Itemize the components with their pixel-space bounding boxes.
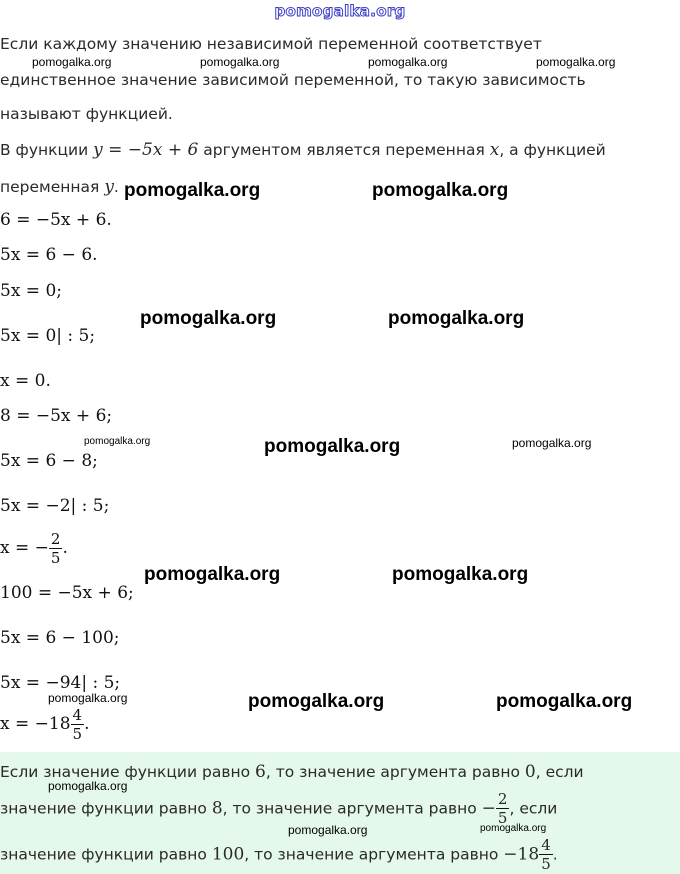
watermark: pomogalka.org bbox=[480, 823, 547, 834]
fraction-numerator: 4 bbox=[72, 706, 83, 724]
watermark: pomogalka.org bbox=[368, 55, 448, 69]
argument-statement-line-2 bbox=[0, 177, 119, 197]
step-7: 5x = 6 − 8; bbox=[0, 451, 98, 471]
fraction-denominator: 5 bbox=[72, 725, 83, 743]
watermark: pomogalka.org bbox=[48, 779, 128, 793]
answer-text: Если значение функции равно bbox=[0, 763, 251, 781]
watermark: pomogalka.org bbox=[84, 436, 151, 447]
variable-y: y bbox=[104, 177, 114, 197]
answer-number: 0 bbox=[524, 762, 536, 782]
watermark: pomogalka.org bbox=[288, 823, 368, 837]
function-formula: y = −5x + 6 bbox=[93, 140, 199, 160]
step-9-suffix: . bbox=[62, 538, 68, 558]
argument-statement-line-1 bbox=[0, 140, 606, 160]
fraction-denominator: 5 bbox=[50, 549, 61, 567]
watermark: pomogalka.org bbox=[512, 436, 592, 450]
step-5: x = 0. bbox=[0, 371, 51, 391]
step-13 bbox=[0, 706, 89, 743]
fraction-numerator: 2 bbox=[50, 530, 61, 548]
fraction bbox=[49, 530, 63, 567]
answer-line-2 bbox=[0, 790, 557, 827]
answer-number: 8 bbox=[211, 798, 223, 819]
answer-text: , то значение аргумента равно bbox=[265, 763, 520, 781]
watermark: pomogalka.org bbox=[536, 55, 616, 69]
variable-x: x bbox=[489, 140, 500, 160]
argument-text: , а функцией bbox=[499, 141, 606, 159]
watermark: pomogalka.org bbox=[372, 180, 509, 201]
watermark: pomogalka.org bbox=[392, 564, 529, 585]
step-13-prefix: x = −18 bbox=[0, 714, 71, 734]
watermark: pomogalka.org bbox=[144, 564, 281, 585]
answer-text: , если bbox=[535, 763, 584, 781]
answer-text: , если bbox=[509, 799, 558, 818]
step-4: 5x = 0| : 5; bbox=[0, 326, 96, 346]
step-3: 5x = 0; bbox=[0, 281, 62, 301]
argument-text: В функции bbox=[0, 141, 89, 159]
answer-text: , то значение аргумента равно bbox=[244, 845, 499, 864]
answer-line-3 bbox=[0, 836, 558, 873]
answer-sign: − bbox=[481, 798, 496, 819]
step-2: 5x = 6 − 6. bbox=[0, 245, 98, 265]
step-8: 5x = −2| : 5; bbox=[0, 496, 110, 516]
step-1: 6 = −5x + 6. bbox=[0, 210, 112, 230]
step-9 bbox=[0, 530, 68, 567]
step-12: 5x = −94| : 5; bbox=[0, 673, 121, 693]
fraction-denominator: 5 bbox=[541, 855, 551, 873]
fraction bbox=[71, 706, 85, 743]
site-header-link[interactable]: pomogalka.org bbox=[274, 2, 406, 20]
step-6: 8 = −5x + 6; bbox=[0, 406, 113, 426]
answer-text: значение функции равно bbox=[0, 799, 207, 818]
watermark: pomogalka.org bbox=[32, 55, 112, 69]
step-10: 100 = −5x + 6; bbox=[0, 583, 134, 603]
step-11: 5x = 6 − 100; bbox=[0, 628, 120, 648]
watermark: pomogalka.org bbox=[140, 308, 277, 329]
watermark: pomogalka.org bbox=[248, 691, 385, 712]
watermark: pomogalka.org bbox=[124, 180, 261, 201]
watermark: pomogalka.org bbox=[388, 308, 525, 329]
fraction bbox=[539, 836, 553, 873]
definition-line-3: называют функцией. bbox=[0, 105, 173, 123]
answer-text: , то значение аргумента равно bbox=[222, 799, 477, 818]
argument-text: аргументом является переменная bbox=[203, 141, 485, 159]
watermark: pomogalka.org bbox=[264, 436, 401, 457]
answer-text: значение функции равно bbox=[0, 845, 207, 864]
watermark: pomogalka.org bbox=[200, 55, 280, 69]
watermark: pomogalka.org bbox=[48, 691, 128, 705]
answer-number: 6 bbox=[255, 762, 266, 782]
definition-line-1: Если каждому значению независимой переменной соответствует bbox=[0, 35, 542, 53]
watermark: pomogalka.org bbox=[496, 691, 633, 712]
step-9-prefix: x = − bbox=[0, 538, 49, 558]
fraction-denominator: 5 bbox=[497, 809, 508, 827]
definition-line-2: единственное значение зависимой переменной, то такую зависимость bbox=[0, 71, 586, 89]
argument-text: переменная bbox=[0, 178, 100, 196]
argument-text: . bbox=[113, 178, 119, 196]
answer-text: . bbox=[552, 845, 558, 864]
answer-number: −18 bbox=[503, 844, 540, 865]
step-13-suffix: . bbox=[84, 714, 90, 734]
fraction bbox=[496, 790, 510, 827]
fraction-numerator: 4 bbox=[541, 836, 551, 854]
fraction-numerator: 2 bbox=[497, 790, 508, 808]
answer-number: 100 bbox=[211, 844, 245, 865]
